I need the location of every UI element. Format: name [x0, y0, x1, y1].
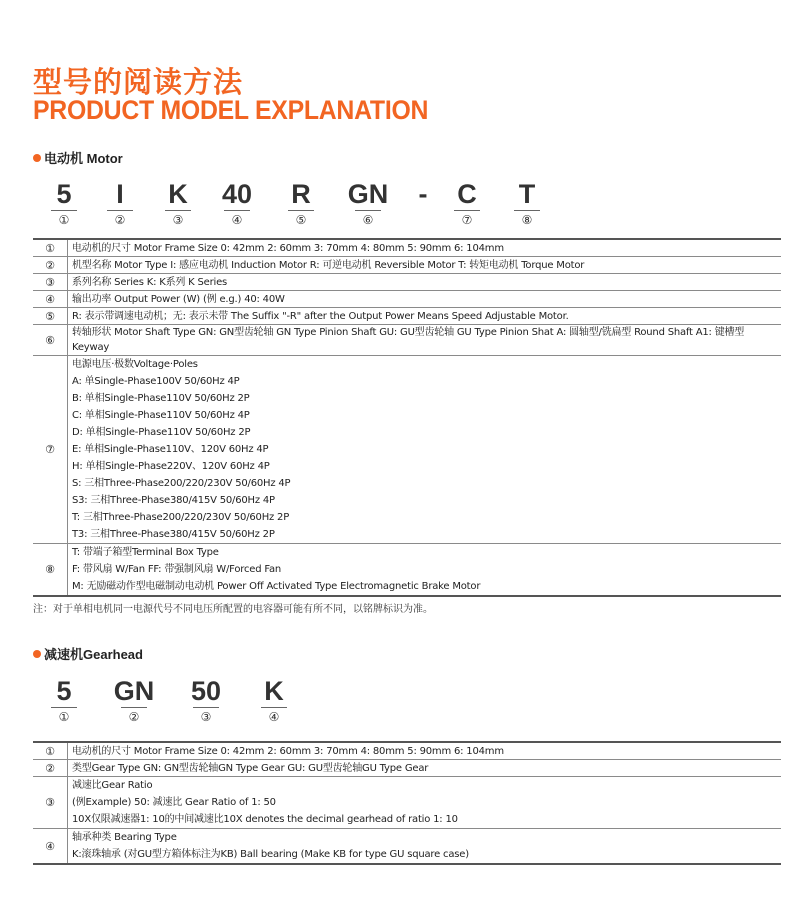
row-line: T: 三相Three-Phase200/220/230V 50/60Hz 2P — [72, 512, 290, 523]
row-text: R: 表示带调速电动机；无: 表示未带 The Suffix "-R" after the Output Power Means Speed Adjustable Motor. — [72, 310, 569, 322]
motor-spec-table — [33, 238, 781, 597]
row-line: A: 单Single-Phase100V 50/60Hz 4P — [72, 376, 240, 387]
gear-code-4 — [249, 675, 299, 724]
code-underline — [51, 707, 77, 708]
table-row — [33, 544, 781, 597]
row-index: ① — [33, 239, 68, 257]
code-underline — [107, 210, 133, 211]
gear-code-2 — [109, 675, 159, 724]
motor-section-heading — [33, 148, 123, 167]
row-line: H: 单相Single-Phase220V、120V 60Hz 4P — [72, 461, 270, 472]
row-line: C: 单相Single-Phase110V 50/60Hz 4P — [72, 410, 250, 421]
table-row — [33, 274, 781, 291]
code-char: 50 — [190, 676, 222, 706]
table-row — [33, 291, 781, 308]
code-index: ⑥ — [362, 213, 374, 227]
row-text-multiline — [68, 829, 782, 865]
row-line: T3: 三相Three-Phase380/415V 50/60Hz 2P — [72, 529, 275, 540]
code-char: K — [168, 179, 188, 209]
motor-code-1 — [39, 178, 89, 227]
motor-code-2 — [95, 178, 145, 227]
code-char: T — [518, 179, 536, 209]
row-text-multiline — [68, 544, 782, 597]
code-char: - — [418, 179, 428, 209]
row-text: 机型名称 Motor Type I: 感应电动机 Induction Motor R: 可逆电动机 Reversible Motor T: 转矩电动机 Torque Motor — [72, 259, 585, 271]
table-row — [33, 829, 781, 865]
code-underline — [288, 210, 314, 211]
row-line: 电源电压·极数Voltage·Poles — [72, 359, 198, 370]
code-char: GN — [347, 179, 389, 209]
capacitor-note: 注：对于单相电机同一电源代号不同电压所配置的电容器可能有所不同，以铭牌标识为准。 — [33, 604, 433, 615]
row-line: (例Example) 50: 减速比 Gear Ratio of 1: 50 — [72, 797, 276, 808]
table-row — [33, 239, 781, 257]
row-text-multiline — [68, 777, 782, 829]
code-underline — [514, 210, 540, 211]
row-line: 轴承种类 Bearing Type — [72, 832, 177, 843]
code-index: ③ — [172, 213, 184, 227]
code-underline — [51, 210, 77, 211]
code-underline — [121, 707, 147, 708]
code-underline — [165, 210, 191, 211]
code-index: ② — [114, 213, 126, 227]
code-underline — [454, 210, 480, 211]
code-char: C — [457, 179, 477, 209]
page-title-en: PRODUCT MODEL EXPLANATION — [33, 95, 429, 125]
row-text: 系列名称 Series K: K系列 K Series — [72, 276, 228, 288]
row-index: ⑧ — [33, 544, 68, 597]
gearhead-heading-label: 减速机Gearhead — [44, 647, 143, 662]
code-index: ⑤ — [295, 213, 307, 227]
row-index: ⑥ — [33, 325, 68, 356]
row-text: 输出功率 Output Power (W) (例 e.g.) 40: 40W — [72, 293, 285, 305]
row-line: K:滚珠轴承 (对GU型方箱体标注为KB) Ball bearing (Make KB for type GU square case) — [72, 849, 469, 860]
code-underline — [193, 707, 219, 708]
row-text: 电动机的尺寸 Motor Frame Size 0: 42mm 2: 60mm 3: 70mm 4: 80mm 5: 90mm 6: 104mm — [72, 745, 504, 757]
code-index: ④ — [231, 213, 243, 227]
row-line: S3: 三相Three-Phase380/415V 50/60Hz 4P — [72, 495, 275, 506]
code-index: ④ — [268, 710, 280, 724]
code-index: ⑧ — [521, 213, 533, 227]
row-text-multiline — [68, 356, 782, 544]
row-line: F: 带风扇 W/Fan FF: 带强制风扇 W/Forced Fan — [72, 564, 282, 575]
table-row — [33, 760, 781, 777]
motor-code-4 — [212, 178, 262, 227]
motor-code-8 — [502, 178, 552, 227]
table-row — [33, 325, 781, 356]
bullet-dot-icon — [33, 154, 41, 162]
row-index: ③ — [33, 777, 68, 829]
code-underline — [261, 707, 287, 708]
code-char: GN — [113, 676, 155, 706]
gearhead-spec-table — [33, 741, 781, 865]
code-index: ① — [58, 710, 70, 724]
row-line: 10X仅限减速器1: 10的中间减速比10X denotes the decimal gearhead of ratio 1: 10 — [72, 814, 458, 825]
motor-code-5 — [276, 178, 326, 227]
row-line: D: 单相Single-Phase110V 50/60Hz 2P — [72, 427, 251, 438]
row-line: 减速比Gear Ratio — [72, 780, 153, 791]
row-line: M: 无励磁动作型电磁制动电动机 Power Off Activated Type Electromagnetic Brake Motor — [72, 581, 481, 592]
code-underline — [355, 210, 381, 211]
code-char: R — [291, 179, 311, 209]
table-row — [33, 308, 781, 325]
row-index: ① — [33, 742, 68, 760]
row-line: B: 单相Single-Phase110V 50/60Hz 2P — [72, 393, 250, 404]
gear-code-1 — [39, 675, 89, 724]
row-index: ⑤ — [33, 308, 68, 325]
motor-heading-label: 电动机 Motor — [44, 151, 123, 166]
row-index: ③ — [33, 274, 68, 291]
row-line: E: 单相Single-Phase110V、120V 60Hz 4P — [72, 444, 269, 455]
motor-code-6 — [343, 178, 393, 227]
row-index: ② — [33, 257, 68, 274]
motor-code-3 — [153, 178, 203, 227]
row-text: 转轴形状 Motor Shaft Type GN: GN型齿轮轴 GN Type Pinion Shaft GU: GU型齿轮轴 GU Type Pinion Shat A: 圆轴型/铣扁型 Round Shaft A1: 键槽型 Keyway — [72, 327, 745, 353]
code-underline — [224, 210, 250, 211]
table-row — [33, 356, 781, 544]
code-index: ① — [58, 213, 70, 227]
table-row — [33, 777, 781, 829]
bullet-dot-icon — [33, 650, 41, 658]
row-index: ⑦ — [33, 356, 68, 544]
gearhead-section-heading — [33, 644, 143, 663]
gear-code-3 — [181, 675, 231, 724]
row-index: ④ — [33, 829, 68, 865]
code-char: I — [116, 179, 124, 209]
row-line: S: 三相Three-Phase200/220/230V 50/60Hz 4P — [72, 478, 291, 489]
code-char: 40 — [221, 179, 253, 209]
row-index: ② — [33, 760, 68, 777]
motor-code-dash — [398, 178, 448, 210]
code-char: K — [264, 676, 284, 706]
code-char: 5 — [56, 676, 72, 706]
row-index: ④ — [33, 291, 68, 308]
code-index: ③ — [200, 710, 212, 724]
page-title-cn: 型号的阅读方法 — [33, 65, 244, 99]
code-index: ② — [128, 710, 140, 724]
table-row — [33, 257, 781, 274]
row-text: 类型Gear Type GN: GN型齿轮轴GN Type Gear GU: GU型齿轮轴GU Type Gear — [72, 762, 429, 774]
code-index: ⑦ — [461, 213, 473, 227]
row-line: T: 带端子箱型Terminal Box Type — [72, 547, 219, 558]
motor-code-7 — [442, 178, 492, 227]
code-char: 5 — [56, 179, 72, 209]
row-text: 电动机的尺寸 Motor Frame Size 0: 42mm 2: 60mm 3: 70mm 4: 80mm 5: 90mm 6: 104mm — [72, 242, 504, 254]
table-row — [33, 742, 781, 760]
